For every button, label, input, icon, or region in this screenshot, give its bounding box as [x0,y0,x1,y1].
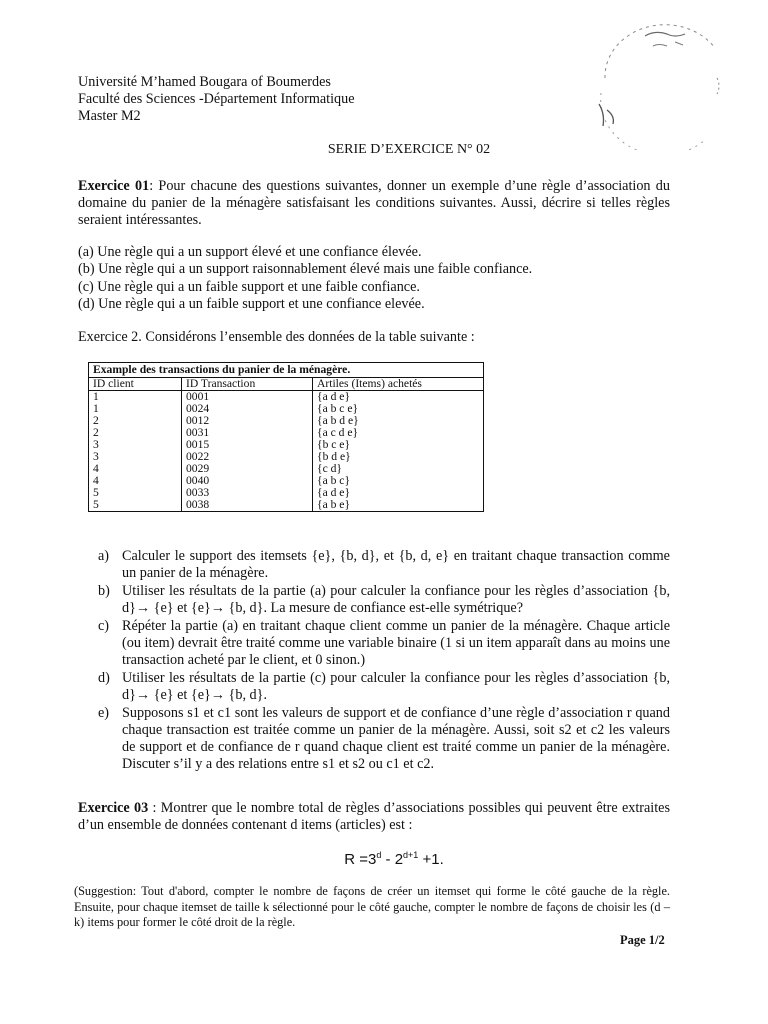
column-header: ID Transaction [182,378,313,391]
exercise-1-label: Exercice 01 [78,178,150,194]
cell-items: {a b d e} [317,414,359,427]
table-row [89,487,484,499]
cell-transaction: 0029 [182,463,313,475]
cell-transaction: 0024 [182,403,313,415]
question-e [98,705,670,773]
cell-client: 2 [89,415,182,427]
cell-items: {b c e} [317,438,351,451]
list-item: (a) Une règle qui a un support élevé et une confiance élevée. [78,244,422,260]
transactions-table [88,362,484,512]
column-header: ID client [89,378,182,391]
exercise-1-items [78,244,678,313]
table-row [89,475,484,487]
list-item: (b) Une règle qui a un support raisonnablement élevé mais une faible confiance. [78,261,533,278]
stamp-seal [585,18,735,150]
table-row [89,403,484,415]
header [78,74,355,125]
cell-client: 3 [89,439,182,451]
question-text: Utiliser les résultats de la partie (c) pour calculer la confiance pour les règles d’association {b, d}→ {e} et {e}→ {b, d}. [122,670,670,703]
cell-items: {a d e} [317,390,351,403]
cell-transaction: 0015 [182,439,313,451]
formula-end: +1. [418,851,444,868]
cell-transaction: 0031 [182,427,313,439]
cell-items: {b d e} [317,450,351,463]
cell-client: 4 [89,475,182,487]
cell-client: 5 [89,499,182,512]
cell-items: {a c d e} [317,426,359,439]
table-row [89,415,484,427]
cell-transaction: 0001 [182,391,313,404]
table-row [89,427,484,439]
question-label: b) [98,583,110,599]
formula-exponent-1: d [376,850,382,860]
question-c [98,618,670,669]
exercise-3 [78,800,670,834]
column-header: Artiles (Items) achetés [313,378,484,391]
formula-mid: - 2 [381,851,404,868]
cell-client: 2 [89,427,182,439]
question-b [98,583,670,617]
faculty-name: Faculté des Sciences -Département Informatique [78,91,355,107]
cell-client: 5 [89,487,182,499]
table-header-row [89,378,484,391]
cell-items: {a b c} [317,474,351,487]
question-text: Supposons s1 et c1 sont les valeurs de support et de confiance d’une règle d’association r quand chaque transaction est traitée comme un panier de la ménagère. Aussi, soit s2 et c2 les valeurs de support et de confiance de r quand chaque client est traité comme un panier de la ménagère. Discuter s’il y a des relations entre s1 et s2 ou c1 et c2. [122,705,670,772]
question-text: Calculer le support des itemsets {e}, {b, d}, et {b, d, e} en traitant chaque transaction comme un panier de la ménagère. [122,548,670,581]
exercise-1 [78,178,670,229]
university-name: Université M’hamed Bougara of Boumerdes [78,74,331,90]
level: Master M2 [78,108,141,124]
question-text: Répéter la partie (a) en traitant chaque client comme un panier de la ménagère. Chaque article (ou item) devrait être traité comme une variable binaire (1 si un item apparaît dans au moins une transaction acheté par le client, et 0 sinon.) [122,618,670,668]
page-number: Page 1/2 [620,933,665,947]
exercise-2-questions [98,548,670,774]
table-row [89,451,484,463]
cell-items: {a b c e} [317,402,359,415]
list-item: (c) Une règle qui a un faible support et une faible confiance. [78,278,420,295]
cell-transaction: 0033 [182,487,313,499]
question-label: d) [98,670,110,686]
cell-transaction: 0040 [182,475,313,487]
cell-client: 1 [89,403,182,415]
cell-transaction: 0038 [182,499,313,512]
cell-transaction: 0022 [182,451,313,463]
table-row [89,391,484,404]
exercise-2 [78,329,670,346]
table-row [89,499,484,512]
exercise-2-label: Exercice 2. [78,329,142,345]
formula [0,850,768,868]
question-a [98,548,670,582]
table-caption: Example des transactions du panier de la ménagère. [88,362,484,377]
exercise-2-text: Considérons l’ensemble des données de la table suivante : [141,329,475,345]
question-text: Utiliser les résultats de la partie (a) pour calculer la confiance pour les règles d’association {b, d}→ {e} et {e}→ {b, d}. La mesure de confiance est-elle symétrique? [122,583,670,616]
page-title: SERIE D’EXERCICE N° 02 [327,142,491,157]
table-row [89,439,484,451]
list-item: (d) Une règle qui a un faible support et une confiance elevée. [78,295,425,312]
cell-client: 3 [89,451,182,463]
exercise-3-label: Exercice 03 [78,800,149,816]
question-d [98,670,670,704]
question-label: a) [98,548,110,564]
cell-items: {a d e} [317,486,351,499]
question-label: c) [98,618,110,634]
cell-transaction: 0012 [182,415,313,427]
exercise-1-text: : Pour chacune des questions suivantes, donner un exemple d’une règle d’association du domaine du panier de la ménagère satisfaisant les conditions suivantes. Aussi, décrire si telles règles seraient intéressantes. [78,178,670,228]
formula-exponent-2: d+1 [403,850,419,860]
suggestion: (Suggestion: Tout d'abord, compter le nombre de façons de créer un itemset qui forme le côté gauche de la règle. Ensuite, pour chaque itemset de taille k sélectionné pour le côté gauche, compter le nombre de façons de choisir les (d – k) items pour former le côté droit de la règle. [74,884,670,929]
cell-items: {c d} [317,462,342,475]
exercise-3-text: : Montrer que le nombre total de règles d’associations possibles qui peuvent être extraites d’un ensemble de données contenant d items (articles) est : [78,800,670,833]
cell-client: 1 [89,391,182,404]
cell-client: 4 [89,463,182,475]
question-label: e) [98,705,110,721]
formula-lhs: R =3 [344,851,377,868]
table-row [89,463,484,475]
cell-items: {a b e} [317,498,351,511]
